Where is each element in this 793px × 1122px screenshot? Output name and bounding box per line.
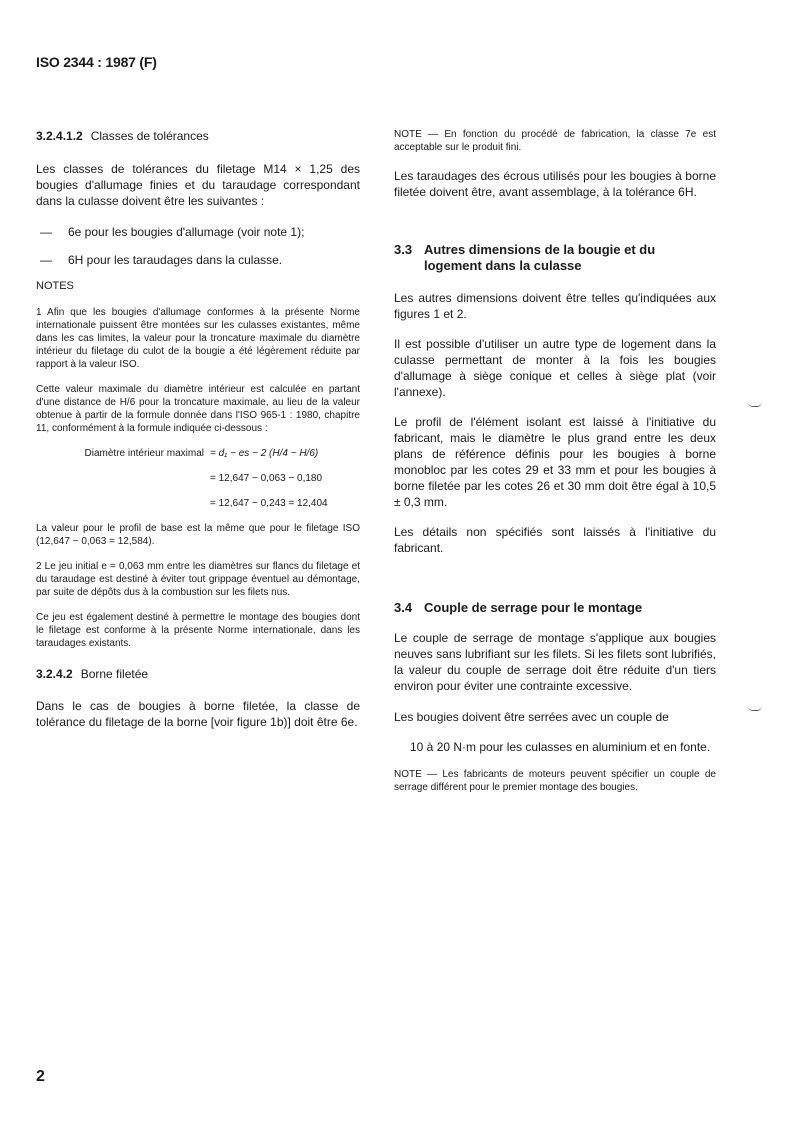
equation-line-1: = d₁ − es − 2 (H/4 − H/6) [210, 448, 319, 459]
section-heading-3-4 [394, 600, 716, 616]
nut-tapping-text: Les taraudages des écrous utilisés pour les bougies à borne filetée doivent être, avant assemblage, à la tolérance 6H. [394, 169, 716, 199]
page-number: 2 [36, 1068, 45, 1085]
margin-mark [748, 706, 762, 711]
subsection-title: Classes de tolérances [90, 129, 209, 143]
section-number: 3.3 [394, 242, 413, 257]
note-1-base-profile: La valeur pour le profil de base est la même que pour le filetage ISO (12,647 − 0,063 = 12,584). [36, 523, 360, 547]
torque-text-2: Les bougies doivent être serrées avec un couple de [394, 710, 669, 724]
torque-text-1: Le couple de serrage de montage s'applique aux bougies neuves sans lubrifiant sur les filets. Si les filets sont lubrifiés, la valeur du couple de serrage doit être réduite d'un tiers environ pour éviter une contrainte excessive. [394, 631, 716, 693]
torque-note: NOTE — Les fabricants de moteurs peuvent spécifier un couple de serrage différent pour le premier montage des bougies. [394, 769, 716, 793]
right-column [394, 128, 716, 794]
torque-value: 10 à 20 N·m pour les culasses en aluminium et en fonte. [410, 740, 711, 754]
dimensions-text-3: Le profil de l'élément isolant est laissé à l'initiative du fabricant, mais le diamètre le plus grand entre les deux plans de référence définis pour les bougies à borne monobloc par les cotes 29 et 33 mm et pour les bougies à borne filetée par les cotes 26 et 30 mm doit être égal à 10,5 ± 0,3 mm. [394, 415, 716, 509]
equation-label: Diamètre intérieur maximal [84, 448, 204, 459]
subsection-heading-3242 [36, 666, 360, 682]
section-heading-3-3 [394, 242, 716, 274]
note-2-text: 2 Le jeu initial e = 0,063 mm entre les diamètres sur flancs du filetage et du taraudage est destiné à éviter tout grippage éventuel au démontage, par suite de dépôts dus à la combustion sur les filets nus. [36, 561, 360, 598]
dimensions-text-1: Les autres dimensions doivent être telles qu'indiquées aux figures 1 et 2. [394, 291, 716, 321]
document-header: ISO 2344 : 1987 (F) [36, 54, 157, 70]
note-1-text: 1 Afin que les bougies d'allumage conformes à la présente Norme internationale puissent être montées sur les culasses existantes, même dans les cas limites, la valeur pour la troncature maximale du diamètre intérieur du filetage du culot de la bougie a été légèrement réduite par rapport à la valeur ISO. [36, 307, 360, 370]
list-item [36, 252, 360, 268]
equation-line-3: = 12,647 − 0,243 = 12,404 [210, 498, 328, 509]
section-title: Couple de serrage pour le montage [424, 600, 643, 615]
note-2-text-cont: Ce jeu est également destiné à permettre le montage des bougies dont le filetage est conforme à la présente Norme internationale, dans les taraudages existants. [36, 612, 360, 649]
left-column [36, 128, 360, 730]
section-number: 3.4 [394, 600, 413, 615]
subsection-heading-3241-2 [36, 128, 360, 144]
dash-bullet: — [40, 225, 52, 239]
note-1-calc-text: Cette valeur maximale du diamètre intérieur est calculée en partant d'une distance de H/6 pour la troncature maximale, au lieu de la valeur obtenue à partir de la formule donnée dans l'ISO 965-1 : 1980, chapitre 11, conformément à la formule indiquée ci-dessous : [36, 384, 360, 434]
section-title: Autres dimensions de la bougie et du logement dans la culasse [424, 242, 656, 273]
list-item [36, 224, 360, 240]
dash-bullet: — [40, 253, 52, 267]
subsection-number: 3.2.4.1.2 [36, 129, 83, 143]
equation-block [36, 447, 360, 510]
list-item-text: 6e pour les bougies d'allumage (voir note 1); [68, 225, 305, 239]
notes-title: NOTES [36, 280, 74, 292]
margin-mark [748, 402, 762, 407]
note-class-7e: NOTE — En fonction du procédé de fabrication, la classe 7e est acceptable sur le produit fini. [394, 129, 716, 153]
subsection-title: Borne filetée [80, 667, 149, 681]
dimensions-text-4: Les détails non spécifiés sont laissés à l'initiative du fabricant. [394, 525, 716, 555]
tolerance-intro: Les classes de tolérances du filetage M14 × 1,25 des bougies d'allumage finies et du taraudage correspondant dans la culasse doivent être les suivantes : [36, 162, 360, 208]
list-item-text: 6H pour les taraudages dans la culasse. [68, 253, 283, 267]
subsection-number: 3.2.4.2 [36, 667, 73, 681]
threaded-terminal-text: Dans le cas de bougies à borne filetée, la classe de tolérance du filetage de la borne [voir figure 1b)] doit être 6e. [36, 699, 360, 729]
equation-line-2: = 12,647 − 0,063 − 0,180 [210, 473, 323, 484]
dimensions-text-2: Il est possible d'utiliser un autre type de logement dans la culasse permettant de monter à la fois les bougies d'allumage à siège conique et celles à siège plat (voir l'annexe). [394, 337, 716, 399]
